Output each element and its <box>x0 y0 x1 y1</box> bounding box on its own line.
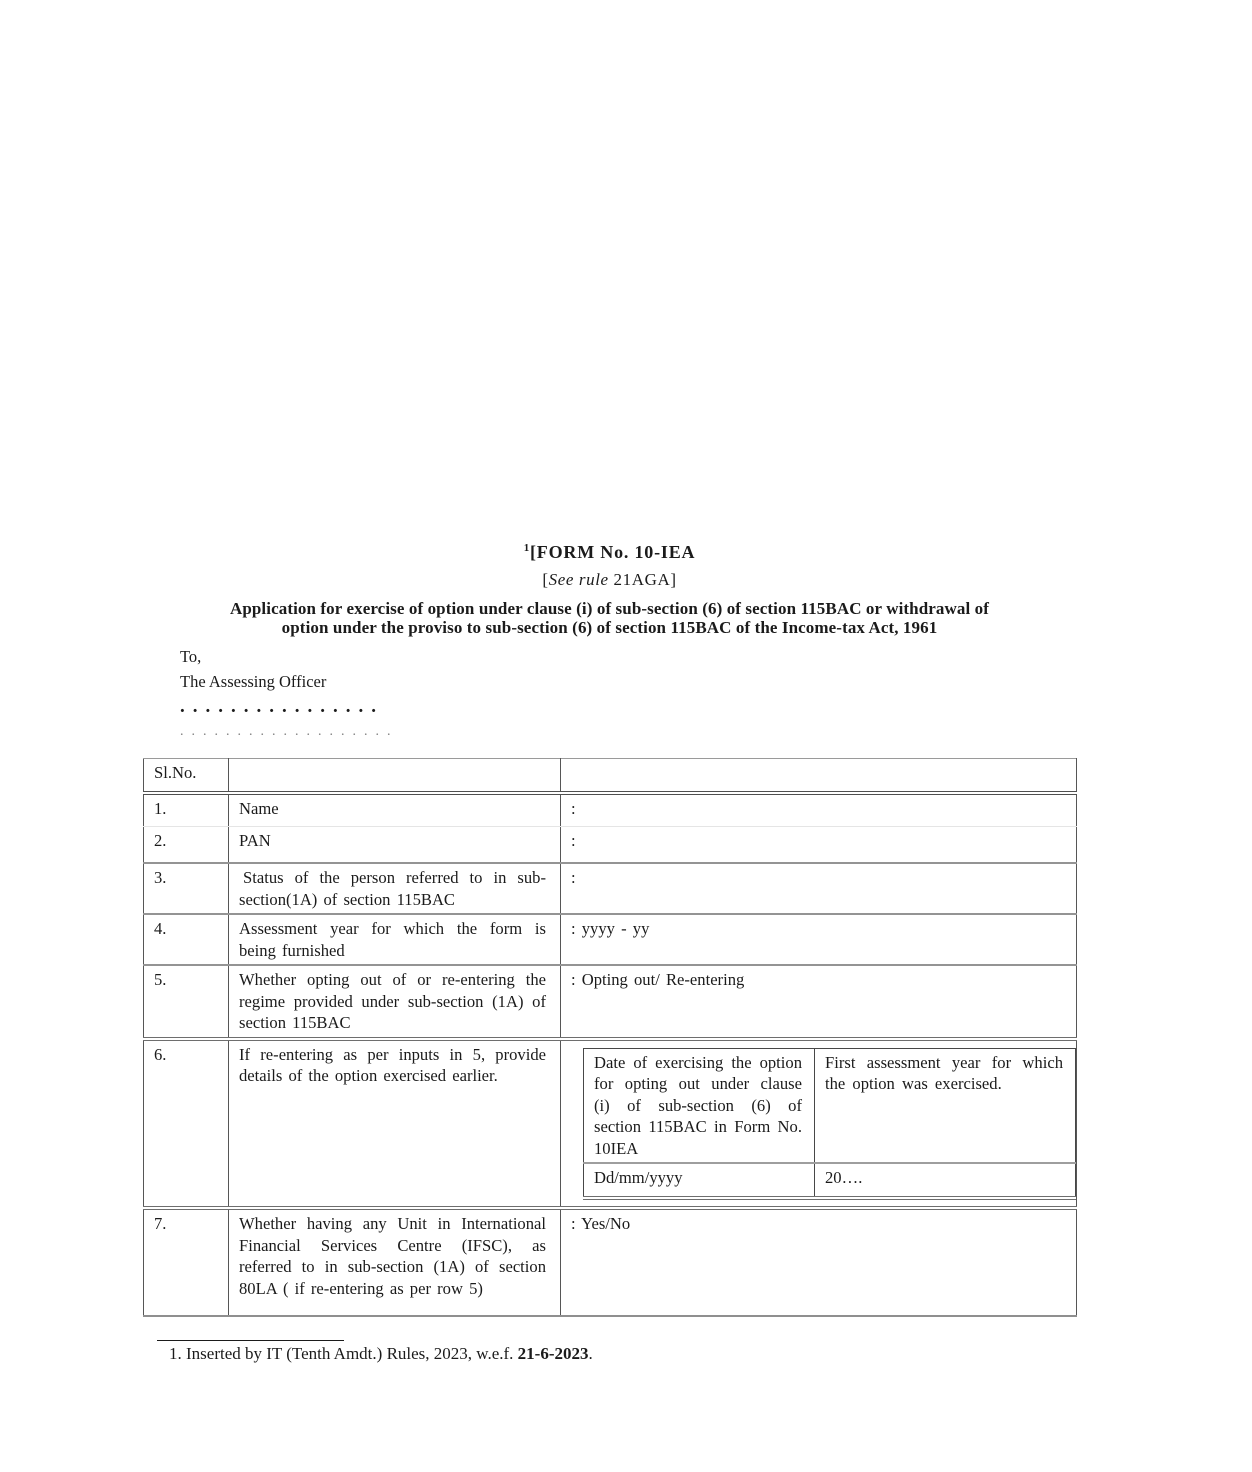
row-5-label: Whether opting out of or re-entering the regime provided under sub-section (1A) of section 115BAC <box>229 965 561 1039</box>
form-heading <box>143 538 1076 562</box>
header-slno-cell: Sl.No. <box>144 759 229 794</box>
row-6-label: If re-entering as per inputs in 5, provide details of the option exercised earlier. <box>229 1039 561 1209</box>
nested-year-header-cell: First assessment year for which the option was exercised. <box>815 1048 1076 1163</box>
form-title <box>143 599 1076 637</box>
row-2-label: PAN <box>229 827 561 864</box>
header-empty-label-cell <box>229 759 561 794</box>
row-1-number: 1. <box>144 793 229 827</box>
table-row-5 <box>144 965 1077 1039</box>
row-1-value: : <box>561 793 1077 827</box>
header-empty-value-cell <box>561 759 1077 794</box>
nested-header-row <box>584 1048 1076 1163</box>
row-4-label: Assessment year for which the form is being furnished <box>229 914 561 965</box>
nested-details-table <box>583 1048 1076 1201</box>
footnote-block <box>157 1340 1076 1364</box>
form-number-title: [FORM No. 10-IEA <box>530 542 696 562</box>
table-row-6 <box>144 1039 1077 1209</box>
row-5-number: 5. <box>144 965 229 1039</box>
row-1-label: Name <box>229 793 561 827</box>
nested-value-row <box>584 1163 1076 1198</box>
row-4-number: 4. <box>144 914 229 965</box>
form-content <box>143 538 1076 1364</box>
footnote-text <box>157 1344 1076 1364</box>
row-7-label: Whether having any Unit in International Financial Services Centre (IFSC), as referred to in sub-section (1A) of section 80LA ( if re-entering as per row 5) <box>229 1208 561 1316</box>
row-2-number: 2. <box>144 827 229 864</box>
salutation-addressee: The Assessing Officer <box>180 672 327 691</box>
form-title-line2: option under the proviso to sub-section (6) of section 115BAC of the Income-tax Act, 1961 <box>281 618 938 637</box>
rule-reference-italic: See rule <box>548 570 609 589</box>
row-2-value: : <box>561 827 1077 864</box>
footnote-text-main: 1. Inserted by IT (Tenth Amdt.) Rules, 2023, w.e.f. <box>169 1344 518 1363</box>
nested-date-format-cell: Dd/mm/yyyy <box>584 1163 815 1198</box>
salutation-block <box>180 644 1076 744</box>
row-6-details-cell <box>561 1039 1077 1209</box>
footnote-date-bold: 21-6-2023 <box>517 1344 589 1363</box>
rule-reference-number: 21AGA] <box>608 570 677 589</box>
salutation-to: To, <box>180 647 202 666</box>
table-row-4 <box>144 914 1077 965</box>
row-3-value: : <box>561 863 1077 914</box>
rule-reference <box>143 570 1076 590</box>
table-row-3 <box>144 863 1077 914</box>
nested-year-value-cell: 20…. <box>815 1163 1076 1198</box>
rule-bracket-open: [ <box>542 570 549 589</box>
table-row-2 <box>144 827 1077 864</box>
row-3-number: 3. <box>144 863 229 914</box>
row-3-label: Status of the person referred to in sub-section(1A) of section 115BAC <box>229 863 561 914</box>
footnote-marker-superscript: 1 <box>523 542 531 554</box>
row-5-value: : Opting out/ Re-entering <box>561 965 1077 1039</box>
footnote-separator <box>157 1340 344 1341</box>
row-4-value: : yyyy - yy <box>561 914 1077 965</box>
table-header-row <box>144 759 1077 794</box>
form-table <box>143 758 1077 1317</box>
nested-date-header-cell: Date of exercising the option for opting out under clause (i) of sub-section (6) of section 115BAC in Form No. 10IEA <box>584 1048 815 1163</box>
table-row-7 <box>144 1208 1077 1316</box>
row-7-number: 7. <box>144 1208 229 1316</box>
form-title-line1: Application for exercise of option under clause (i) of sub-section (6) of section 115BAC or withdrawal of <box>229 599 990 618</box>
dotted-line-2: ................... <box>180 724 399 739</box>
dotted-line-1: ................ <box>180 696 384 717</box>
table-row-1 <box>144 793 1077 827</box>
row-7-value: : Yes/No <box>571 1214 631 1233</box>
row-6-number: 6. <box>144 1039 229 1209</box>
footnote-period: . <box>588 1344 593 1363</box>
